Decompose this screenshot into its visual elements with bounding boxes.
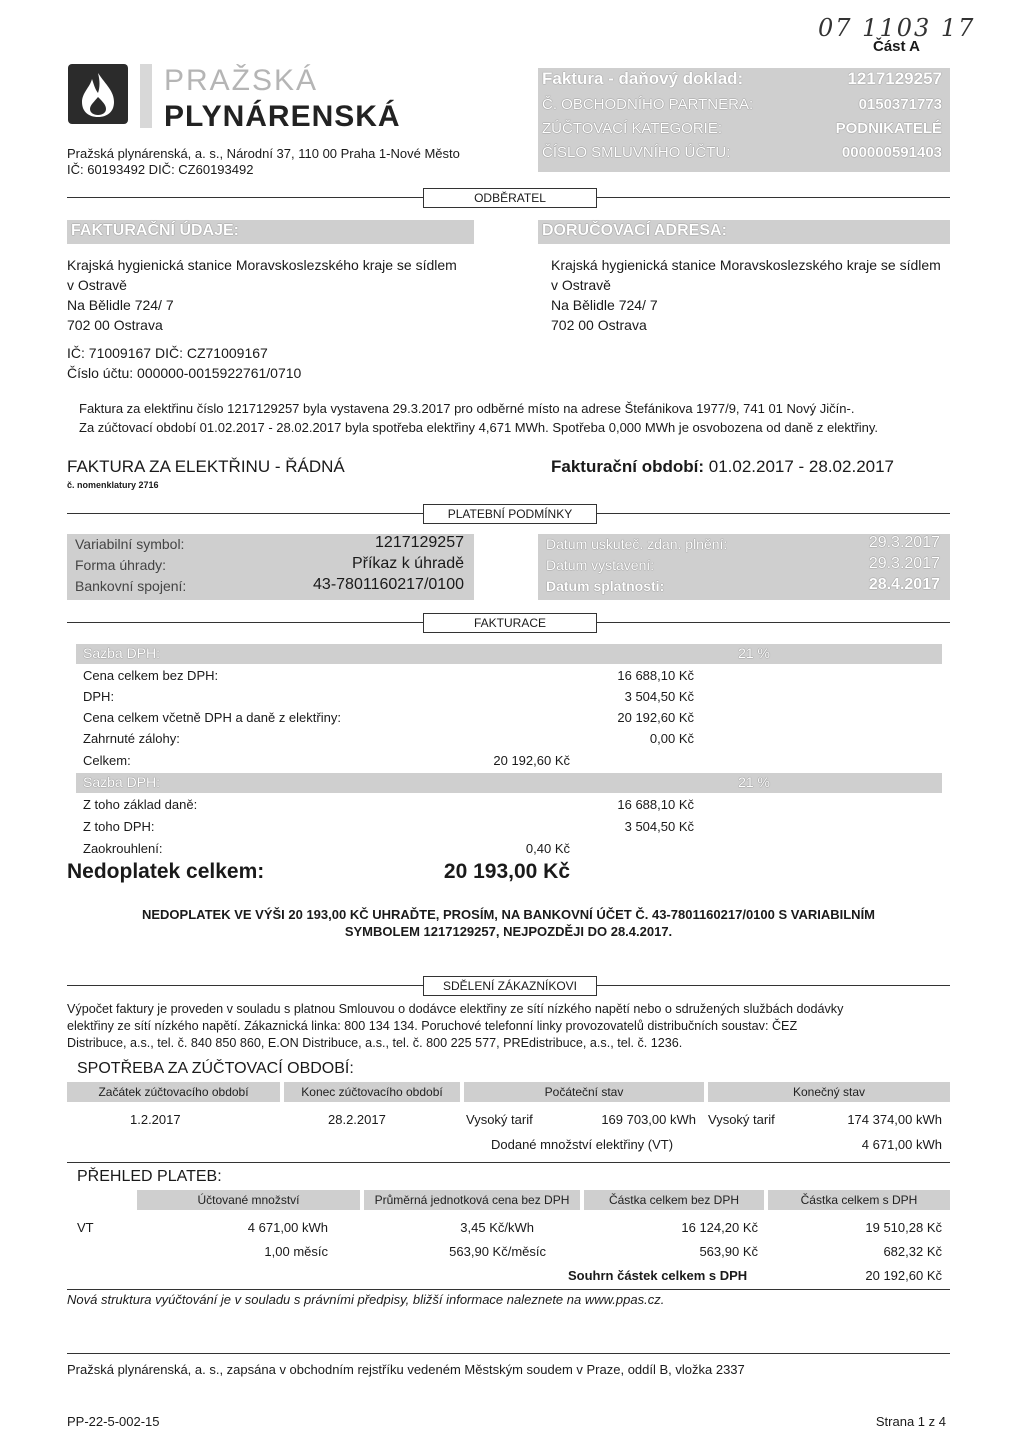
footer-page: Strana 1 z 4 [875,1414,946,1429]
invoice-number: 1217129257 [847,69,942,88]
underpayment-label: Nedoplatek celkem: [67,860,265,883]
supplier-address: Pražská plynárenská, a. s., Národní 37, 110 00 Praha 1-Nové Město [67,146,460,161]
notice-line-2: SYMBOLEM 1217129257, NEJPOZDĚJI DO 28.4.2017. [344,924,673,939]
tax-base-value: 16 688,10 Kč [617,797,694,812]
billing-data-heading: FAKTURAČNÍ ÚDAJE: [71,222,239,239]
brand-line2: PLYNÁRENSKÁ [164,100,401,133]
message-line-1: Výpočet faktury je proveden v souladu s platnou Smlouvou o dodávce elektřiny ze sítí nízkého napětí nebo o sdružených službách dodávky [67,1002,844,1016]
due-date-value: 28.4.2017 [868,576,940,593]
logo-bar [140,64,152,128]
pay-col-gross: Částka celkem s DPH [768,1190,950,1210]
rounding-value: 0,40 Kč [525,841,570,856]
billing-line-3: Na Bělidle 724/ 7 [67,297,174,313]
due-date-label: Datum splatnosti: [546,578,665,594]
message-line-3: Distribuce, a.s., tel. č. 840 850 860, E.ON Distribuce, a.s., tel. č. 800 225 577, PREdistribuce, a.s., tel. č. 1236. [67,1036,683,1050]
consumption-heading: SPOTŘEBA ZA ZÚČTOVACÍ OBDOBÍ: [77,1060,354,1077]
bank-label: Bankovní spojení: [75,578,187,594]
delivery-line-2: v Ostravě [551,277,611,293]
billing-line-1: Krajská hygienická stanice Moravskoslezského kraje se sídlem [67,257,457,273]
invoice-title-label: Faktura - daňový doklad: [542,69,744,88]
advances-value: 0,00 Kč [649,731,694,746]
pay-col-unit: Průměrná jednotková cena bez DPH [364,1190,580,1210]
flame-icon [68,64,128,124]
delivery-line-4: 702 00 Ostrava [551,317,647,333]
pay-sum-label: Souhrn částek celkem s DPH [568,1268,748,1283]
period-value: 01.02.2017 - 28.02.2017 [708,457,895,476]
gross-total-label: Cena celkem včetně DPH a daně z elektřiny: [83,710,341,725]
contract-account-value: 000000591403 [841,144,942,161]
nomenclature: č. nomenklatury 2716 [67,480,159,490]
pay-row1-net: 16 124,20 Kč [681,1220,758,1235]
total-value: 20 192,60 Kč [493,753,570,768]
billing-line-2: v Ostravě [67,277,127,293]
intro-line-2: Za zúčtovací období 01.02.2017 - 28.02.2017 byla spotřeba elektřiny 4,671 MWh. Spotřeba 0,000 MWh je osvobozena od daně z elektřiny. [79,420,879,435]
intro-line-1: Faktura za elektřinu číslo 1217129257 byla vystavena 29.3.2017 pro odběrné místo na adrese Štefánikova 1977/9, 741 01 Nový Jičín-. [79,401,855,416]
message-block [67,1001,843,1052]
col-header-end: Konec zúčtovacího období [284,1082,460,1102]
col-header-final: Konečný stav [708,1082,950,1102]
pay-row1-qty: 4 671,00 kWh [247,1220,328,1235]
brand-line1: PRAŽSKÁ [164,64,319,97]
supplier-logo [68,64,128,124]
payment-left-box [67,534,474,600]
handwritten-note: 07 1103 17 [818,14,976,42]
net-total-label: Cena celkem bez DPH: [83,668,219,683]
delivery-heading: DORUČOVACÍ ADRESA: [542,222,727,239]
pay-row1-unit: 3,45 Kč/kWh [460,1220,534,1235]
initial-reading: 169 703,00 kWh [601,1112,696,1127]
footer-code: PP-22-5-002-15 [67,1414,160,1429]
tax-base-label: Z toho základ daně: [83,797,198,812]
vs-value: 1217129257 [375,534,464,551]
category-label: ZÚČTOVACÍ KATEGORIE: [542,120,723,137]
payment-right-box [538,534,950,600]
period-block [551,457,894,477]
billing-data-block [67,255,457,383]
vat-label-2: Sazba DPH: [83,774,161,790]
period-end: 28.2.2017 [328,1112,386,1127]
col-header-initial: Počáteční stav [464,1082,704,1102]
payment-section-label: PLATEBNÍ PODMÍNKY [423,504,597,524]
notice-line-1: NEDOPLATEK VE VÝŠI 20 193,00 KČ UHRAĎTE, PROSÍM, NA BANKOVNÍ ÚČET Č. 43-7801160217/0100 S VARIABILNÍM [141,907,876,922]
tariff-initial: Vysoký tarif [466,1112,533,1127]
footer-rule [67,1353,950,1354]
underpayment-value: 20 193,00 Kč [443,860,570,883]
delivery-line-1: Krajská hygienická stanice Moravskoslezského kraje se sídlem [551,257,941,273]
gross-total-value: 20 192,60 Kč [617,710,694,725]
pay-row1-code: VT [77,1220,94,1235]
pay-row1-gross: 19 510,28 Kč [865,1220,942,1235]
contract-account-label: ČÍSLO SMLUVNÍHO ÚČTU: [542,144,731,161]
bank-value: 43-7801160217/0100 [313,576,464,593]
tax-date-label: Datum uskuteč. zdan. plnění: [546,536,728,552]
billing-data-heading-bar [67,220,474,244]
tax-date-value: 29.3.2017 [868,534,940,551]
payments-bottom-rule [67,1289,950,1290]
message-line-2: elektřiny ze sítí nízkého napětí. Zákaznická linka: 800 134 134. Poruchové telefonní linky provozovatelů distribučních soustav: ČEZ [67,1019,798,1033]
payment-method-value: Příkaz k úhradě [351,555,464,572]
invoice-header-box [538,68,950,172]
pay-row2-unit: 563,90 Kč/měsíc [449,1244,546,1259]
vat-bar-2 [76,773,942,793]
vat-part-label: Z toho DPH: [83,819,155,834]
vat-label-1: Sazba DPH: [83,645,161,661]
pay-row2-net: 563,90 Kč [699,1244,758,1259]
partner-value: 0150371773 [858,96,942,113]
final-reading: 174 374,00 kWh [847,1112,942,1127]
total-label: Celkem: [83,753,131,768]
delivered-label: Dodané množství elektřiny (VT) [491,1137,674,1152]
issue-date-label: Datum vystavení: [546,557,655,573]
vat-rate-1: 21 % [738,645,770,661]
vat-part-value: 3 504,50 Kč [624,819,694,834]
col-header-start: Začátek zúčtovacího období [67,1082,280,1102]
pay-col-qty: Účtované množství [137,1190,360,1210]
structure-note: Nová struktura vyúčtování je v souladu s právními předpisy, bližší informace naleznete na www.ppas.cz. [67,1292,665,1307]
category-value: PODNIKATELÉ [835,120,942,137]
payments-heading: PŘEHLED PLATEB: [77,1168,222,1185]
vat-amount-value: 3 504,50 Kč [624,689,694,704]
delivery-line-3: Na Bělidle 724/ 7 [551,297,658,313]
delivered-value: 4 671,00 kWh [861,1137,942,1152]
billing-ids: IČ: 71009167 DIČ: CZ71009167 [67,345,268,361]
part-label: Část A [873,38,920,55]
billing-line-4: 702 00 Ostrava [67,317,163,333]
advances-label: Zahrnuté zálohy: [83,731,180,746]
vat-amount-label: DPH: [83,689,115,704]
payments-rule [67,1162,950,1163]
vs-label: Variabilní symbol: [75,536,185,552]
delivery-heading-bar [538,220,950,244]
pay-col-net: Částka celkem bez DPH [584,1190,764,1210]
invoice-type-title: FAKTURA ZA ELEKTŘINU - ŘÁDNÁ [67,457,345,476]
rounding-label: Zaokrouhlení: [83,841,163,856]
net-total-value: 16 688,10 Kč [617,668,694,683]
vat-rate-2: 21 % [738,774,770,790]
supplier-ids: IČ: 60193492 DIČ: CZ60193492 [67,162,254,177]
tariff-final: Vysoký tarif [708,1112,775,1127]
pay-sum-value: 20 192,60 Kč [865,1268,942,1283]
period-start: 1.2.2017 [130,1112,181,1127]
message-section-label: SDĚLENÍ ZÁKAZNÍKOVI [423,976,597,996]
footer-registry: Pražská plynárenská, a. s., zapsána v obchodním rejstříku vedeném Městským soudem v Praze, oddíl B, vložka 2337 [67,1362,745,1377]
period-label: Fakturační období: [551,457,704,476]
issue-date-value: 29.3.2017 [868,555,940,572]
partner-label: Č. OBCHODNÍHO PARTNERA: [542,96,754,113]
customer-section-label: ODBĚRATEL [423,188,597,208]
billing-account: Číslo účtu: 000000-0015922761/0710 [67,365,302,381]
pay-row2-qty: 1,00 měsíc [264,1244,328,1259]
payment-method-label: Forma úhrady: [75,557,167,573]
billing-section-label: FAKTURACE [423,613,597,633]
delivery-block [551,255,941,335]
pay-row2-gross: 682,32 Kč [883,1244,942,1259]
vat-bar-1 [76,644,942,664]
